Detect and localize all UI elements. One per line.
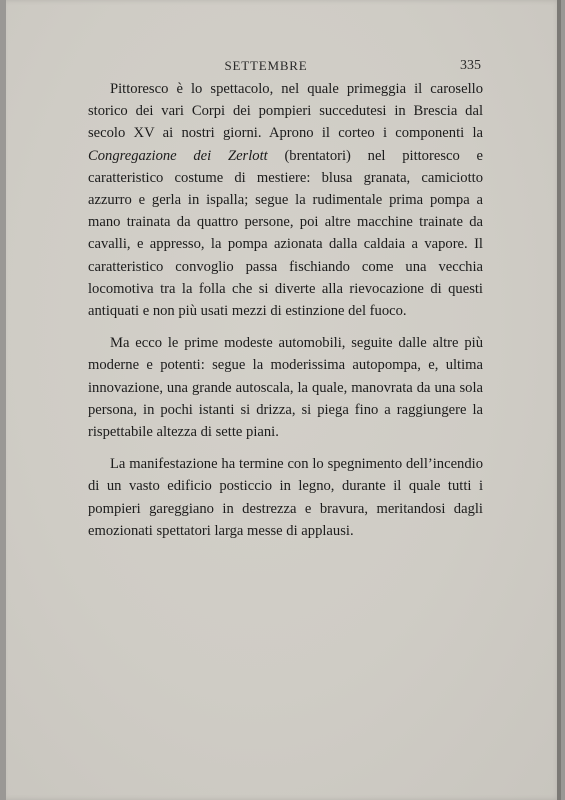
book-page — [6, 0, 561, 800]
paragraph-1 — [88, 78, 483, 322]
paragraph-1-emphasis: Congregazione dei Zerlott — [88, 147, 268, 164]
body-text — [88, 78, 483, 552]
paragraph-3: La manifestazione ha termine con lo spegnimento dell’incendio di un vasto edificio posticcio in legno, durante il quale tutti i pompieri gareggiano in destrezza e bravura, meritandosi dagli emozionati spettatori larga messe di applausi. — [88, 456, 483, 539]
paragraph-1-before: Pittoresco è lo spettacolo, nel quale primeggia il carosello storico dei vari Corpi dei pompieri succedutesi in Brescia dal secolo XV ai nostri giorni. Aprono il corteo i componenti la — [88, 81, 483, 142]
running-head — [6, 58, 561, 78]
paragraph-2: Ma ecco le prime modeste automobili, seguite dalle altre più moderne e potenti: segue la moderissima autopompa, e, ultima innovazione, una grande autoscala, la quale, manovrata da una sola persona, in pochi istanti si drizza, si piega fino a raggiungere la rispettabile altezza di sette piani. — [88, 335, 483, 441]
page-number: 335 — [460, 58, 481, 73]
page-edge — [557, 0, 561, 800]
running-head-title: SETTEMBRE — [224, 58, 308, 73]
paragraph-1-after: (brentatori) nel pittoresco e caratteristico costume di mestiere: blusa granata, camiciotto azzurro e gerla in ispalla; segue la rudimentale prima pompa a mano trainata da quattro persone, poi altre macchine trainate da cavalli, e appresso, la pompa azionata dalla caldaia a vapore. Il caratteristico convoglio passa fischiando come una vecchia locomotiva tra la folla che si diverte alla rievocazione di questi antiquati e non più usati mezzi di estinzione del fuoco. — [88, 147, 483, 320]
